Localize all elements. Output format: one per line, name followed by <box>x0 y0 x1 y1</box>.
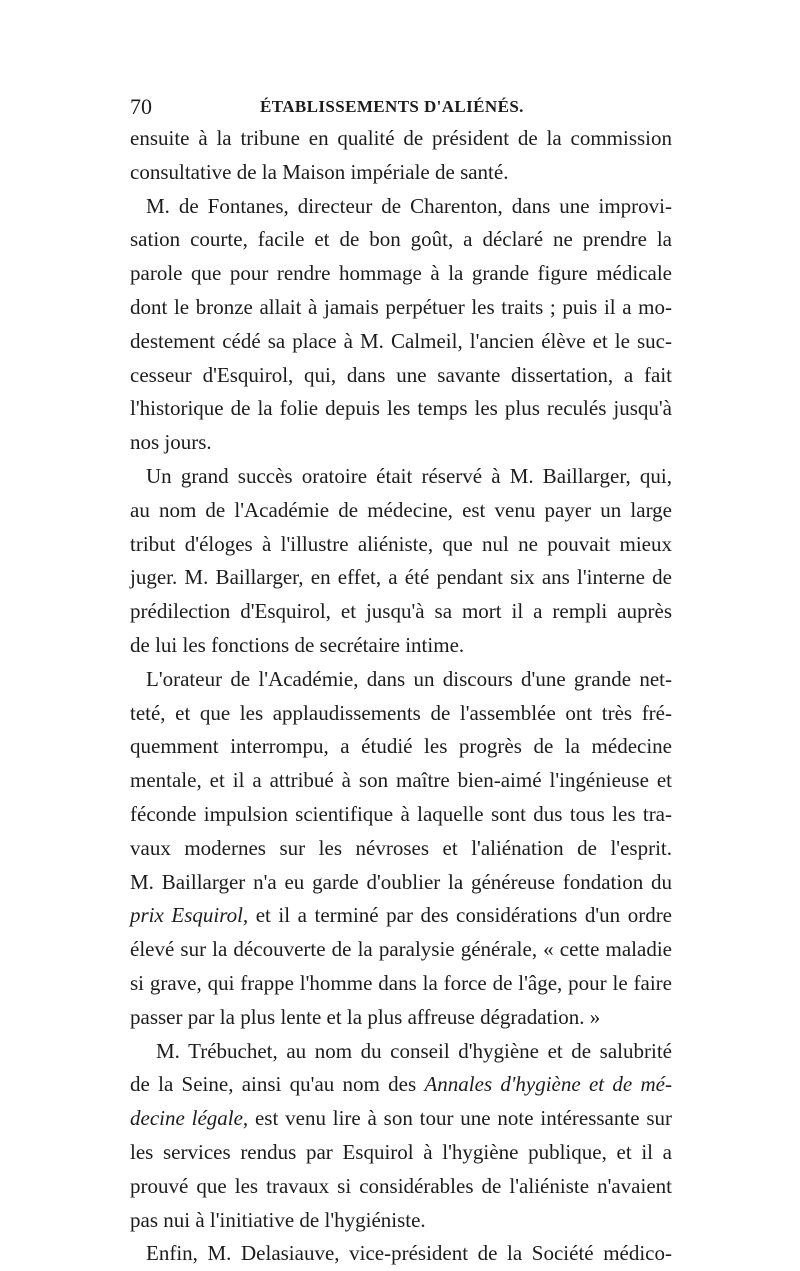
italic-title: Annales d'hygiène et de mé- <box>424 1072 672 1097</box>
italic-title: prix Esquirol, <box>130 903 249 928</box>
text-line: mentale, et il a attribué à son maître bien-aimé l'ingénieuse et <box>130 768 672 793</box>
text-line: cesseur d'Esquirol, qui, dans une savante dissertation, a fait <box>130 362 672 387</box>
text-line: ensuite à la tribune en qualité de président de la commission <box>130 126 672 150</box>
text-line: nos jours. <box>130 430 212 455</box>
text-line: M. de Fontanes, directeur de Charenton, dans une improvi- <box>146 193 672 218</box>
text-line: L'orateur de l'Académie, dans un discours d'une grande net- <box>146 666 672 691</box>
text-fragment: est venu lire à son tour une note intéressante sur <box>254 1106 673 1131</box>
text-line: les services rendus par Esquirol à l'hygiène publique, et il a <box>130 1139 672 1164</box>
running-head: ÉTABLISSEMENTS D'ALIÉNÉS. <box>260 97 524 116</box>
text-line-with-italic <box>130 899 672 933</box>
text-line: teté, et que les applaudissements de l'assemblée ont très fré- <box>130 700 672 725</box>
text-line: prouvé que les travaux si considérables de l'aliéniste n'avaient <box>130 1173 672 1198</box>
text-fragment: de la Seine, ainsi qu'au nom des <box>130 1072 417 1097</box>
text-line: parole que pour rendre hommage à la grande figure médicale <box>130 261 672 286</box>
text-line: au nom de l'Académie de médecine, est venu payer un large <box>130 497 672 522</box>
text-line: quemment interrompu, a étudié les progrès de la médecine <box>130 734 672 759</box>
text-line: dont le bronze allait à jamais perpétuer les traits ; puis il a mo- <box>130 294 672 319</box>
text-line: élevé sur la découverte de la paralysie générale, « cette maladie <box>130 937 672 962</box>
text-line-with-italic <box>130 1102 672 1136</box>
text-line: tribut d'éloges à l'illustre aliéniste, que nul ne pouvait mieux <box>130 531 672 556</box>
text-line: M. Baillarger n'a eu garde d'oublier la généreuse fondation du <box>130 869 672 894</box>
text-line: M. Trébuchet, au nom du conseil d'hygiène et de salubrité <box>156 1038 672 1063</box>
text-line: consultative de la Maison impériale de santé. <box>130 159 509 184</box>
page-header <box>130 92 672 122</box>
text-line: de lui les fonctions de secrétaire intime. <box>130 632 465 657</box>
text-line: si grave, qui frappe l'homme dans la force de l'âge, pour le faire <box>130 970 672 995</box>
text-line: sation courte, facile et de bon goût, a déclaré ne prendre la <box>130 227 672 252</box>
text-line-with-italic <box>130 1068 672 1102</box>
text-fragment: et il a terminé par des considérations d'un ordre <box>255 903 673 928</box>
page-number: 70 <box>130 94 152 119</box>
text-line: destement cédé sa place à M. Calmeil, l'ancien élève et le suc- <box>130 328 672 353</box>
text-line: pas nui à l'initiative de l'hygiéniste. <box>130 1207 426 1232</box>
text-line: passer par la plus lente et la plus affreuse dégradation. » <box>130 1004 601 1029</box>
text-line: juger. M. Baillarger, en effet, a été pendant six ans l'interne de <box>130 565 672 590</box>
body-text <box>130 122 672 1271</box>
text-line: l'historique de la folie depuis les temps les plus reculés jusqu'à <box>130 396 672 421</box>
text-line: féconde impulsion scientifique à laquelle sont dus tous les tra- <box>130 801 672 826</box>
italic-title: decine légale, <box>130 1106 249 1131</box>
text-line: vaux modernes sur les névroses et l'aliénation de l'esprit. <box>130 835 672 860</box>
text-line: Enfin, M. Delasiauve, vice-président de la Société médico- <box>146 1241 672 1266</box>
text-line: prédilection d'Esquirol, et jusqu'à sa mort il a rempli auprès <box>130 599 672 624</box>
text-line: Un grand succès oratoire était réservé à M. Baillarger, qui, <box>146 463 672 488</box>
